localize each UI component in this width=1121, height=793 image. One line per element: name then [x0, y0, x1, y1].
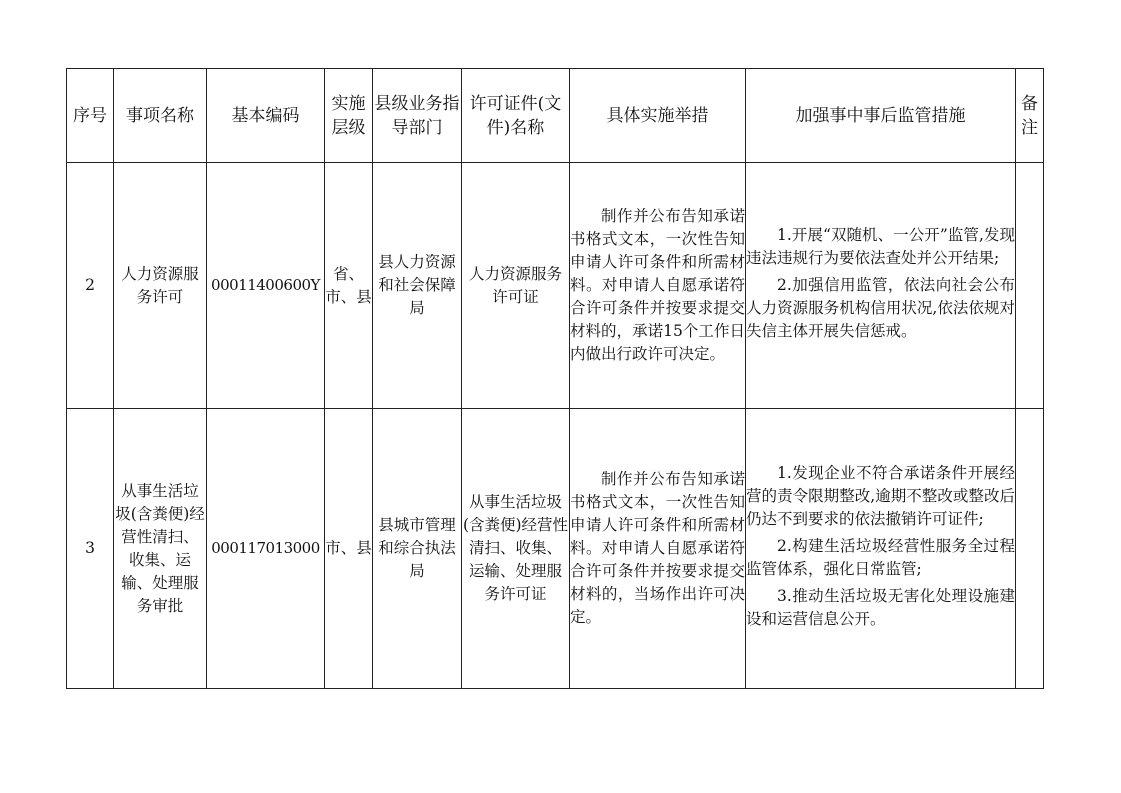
cell-dept: 县城市管理和综合执法局 [373, 409, 462, 689]
cell-remark [1016, 409, 1044, 689]
header-level: 实施层级 [325, 69, 373, 163]
table-row [67, 409, 1044, 689]
header-license: 许可证件(文件)名称 [462, 69, 570, 163]
supervision-item: 2.加强信用监管，依法向社会公布人力资源服务机构信用状况,依法依规对失信主体开展失信惩戒。 [746, 276, 1015, 340]
cell-seq: 2 [67, 163, 114, 409]
cell-item-name: 从事生活垃圾(含粪便)经营性清扫、收集、运输、处理服务审批 [114, 409, 207, 689]
cell-seq: 3 [67, 409, 114, 689]
licensing-table [66, 68, 1044, 689]
cell-supervision [746, 409, 1016, 689]
cell-measures: 制作并公布告知承诺书格式文本，一次性告知申请人许可条件和所需材料。对申请人自愿承诺符合许可条件并按要求提交材料的，当场作出许可决定。 [570, 409, 746, 689]
table-row [67, 163, 1044, 409]
header-supervision: 加强事中事后监管措施 [746, 69, 1016, 163]
supervision-item: 1.开展“双随机、一公开”监管,发现违法违规行为要依法查处并公开结果; [746, 226, 1015, 267]
supervision-item: 2.构建生活垃圾经营性服务全过程监管体系，强化日常监管; [746, 537, 1015, 578]
supervision-item: 1.发现企业不符合承诺条件开展经营的责令限期整改,逾期不整改或整改后仍达不到要求的依法撤销许可证件; [746, 464, 1015, 528]
cell-supervision [746, 163, 1016, 409]
cell-dept: 县人力资源和社会保障局 [373, 163, 462, 409]
header-item-name: 事项名称 [114, 69, 207, 163]
header-seq: 序号 [67, 69, 114, 163]
cell-item-name: 人力资源服务许可 [114, 163, 207, 409]
header-code: 基本编码 [207, 69, 325, 163]
cell-level: 省、市、县 [325, 163, 373, 409]
supervision-item: 3.推动生活垃圾无害化处理设施建设和运营信息公开。 [746, 587, 1015, 628]
header-remark: 备注 [1016, 69, 1044, 163]
header-dept: 县级业务指导部门 [373, 69, 462, 163]
cell-level: 市、县 [325, 409, 373, 689]
header-row [67, 69, 1044, 163]
header-measures: 具体实施举措 [570, 69, 746, 163]
cell-code: 00011400600Y [207, 163, 325, 409]
cell-remark [1016, 163, 1044, 409]
cell-license: 从事生活垃圾(含粪便)经营性清扫、收集、运输、处理服务许可证 [462, 409, 570, 689]
cell-measures: 制作并公布告知承诺书格式文本，一次性告知申请人许可条件和所需材料。对申请人自愿承诺符合许可条件并按要求提交材料的，承诺15个工作日内做出行政许可决定。 [570, 163, 746, 409]
cell-code: 000117013000 [207, 409, 325, 689]
cell-license: 人力资源服务许可证 [462, 163, 570, 409]
